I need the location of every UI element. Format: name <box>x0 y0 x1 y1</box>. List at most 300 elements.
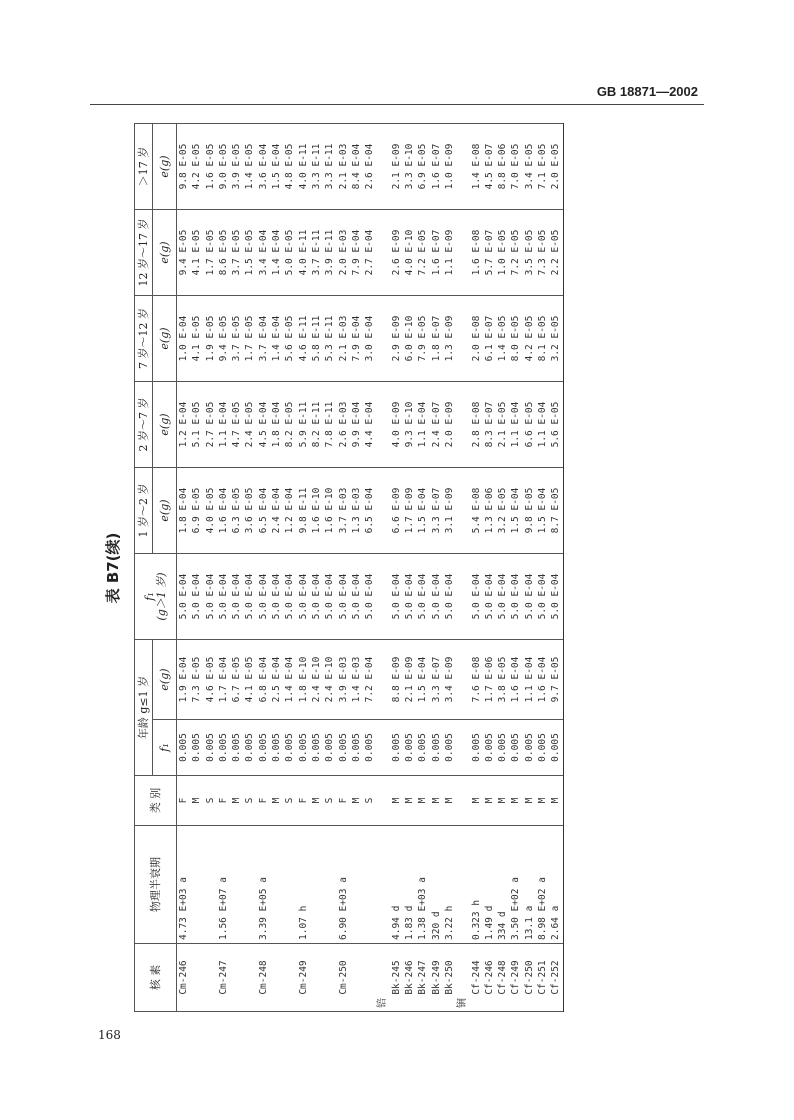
standard-code: GB 18871—2002 <box>596 84 698 99</box>
cell-e-1-2: 1.6 E-10 <box>310 468 323 554</box>
cell-e-7-12: 3.7 E-05 <box>230 296 243 382</box>
header-class: 类 别 <box>135 776 177 826</box>
cell-e-gt17: 3.9 E-05 <box>230 124 243 210</box>
cell-e-2-7: 2.6 E-03 <box>337 382 350 468</box>
cell-e-le1: 7.3 E-05 <box>190 640 203 720</box>
cell-e-le1: 2.4 E-10 <box>310 640 323 720</box>
table-row <box>310 124 323 1012</box>
empty-cell <box>376 124 389 210</box>
cell-e-7-12: 6.0 E-10 <box>403 296 416 382</box>
cell-e-2-7: 1.1 E-04 <box>416 382 429 468</box>
cell-e-2-7: 4.4 E-04 <box>363 382 376 468</box>
cell-class: M <box>230 776 243 826</box>
cell-e-gt17: 4.0 E-11 <box>297 124 310 210</box>
cell-nuclide <box>363 944 376 1012</box>
cell-half-life: 4.73 E+03 a <box>177 826 191 944</box>
cell-e-gt17: 3.3 E-11 <box>323 124 336 210</box>
empty-cell <box>456 468 469 554</box>
cell-e-12-17: 7.3 E-05 <box>536 210 549 296</box>
table-row <box>549 124 563 1012</box>
cell-half-life: 0.323 h <box>470 826 483 944</box>
cell-nuclide: Bk-247 <box>416 944 429 1012</box>
header-age-1-2: 1 岁～2 岁 <box>135 468 153 554</box>
cell-f1: 0.005 <box>323 720 336 776</box>
header-age-12-17: 12 岁～17 岁 <box>135 210 153 296</box>
cell-e-1-2: 3.6 E-05 <box>243 468 256 554</box>
cell-e-1-2: 1.6 E-04 <box>217 468 230 554</box>
cell-e-12-17: 5.7 E-07 <box>483 210 496 296</box>
cell-half-life: 3.39 E+05 a <box>257 826 270 944</box>
cell-e-1-2: 5.4 E-08 <box>470 468 483 554</box>
cell-e-le1: 8.8 E-09 <box>390 640 403 720</box>
cell-nuclide <box>310 944 323 1012</box>
cell-e-le1: 6.8 E-04 <box>257 640 270 720</box>
header-eg-gt17: e(g) <box>153 124 177 210</box>
cell-f1-gt1: 5.0 E-04 <box>483 554 496 640</box>
cell-e-7-12: 5.6 E-05 <box>283 296 296 382</box>
cell-e-2-7: 1.1 E-04 <box>536 382 549 468</box>
cell-half-life <box>363 826 376 944</box>
cell-f1-gt1: 5.0 E-04 <box>416 554 429 640</box>
cell-e-le1: 2.1 E-09 <box>403 640 416 720</box>
cell-e-2-7: 1.2 E-04 <box>177 382 191 468</box>
cell-e-7-12: 3.7 E-04 <box>257 296 270 382</box>
cell-e-7-12: 9.4 E-05 <box>217 296 230 382</box>
cell-e-7-12: 1.7 E-05 <box>243 296 256 382</box>
cell-half-life <box>270 826 283 944</box>
table-title: 表 B7(续) <box>104 532 122 604</box>
cell-class: F <box>257 776 270 826</box>
cell-e-le1: 1.9 E-04 <box>177 640 191 720</box>
cell-e-gt17: 2.0 E-05 <box>549 124 563 210</box>
cell-f1-gt1: 5.0 E-04 <box>470 554 483 640</box>
cell-f1: 0.005 <box>443 720 456 776</box>
header-f1-gt1 <box>135 554 177 640</box>
cell-class: S <box>243 776 256 826</box>
cell-e-2-7: 2.4 E-05 <box>243 382 256 468</box>
cell-e-12-17: 3.5 E-05 <box>523 210 536 296</box>
cell-e-2-7: 2.1 E-05 <box>496 382 509 468</box>
cell-e-1-2: 2.4 E-04 <box>270 468 283 554</box>
cell-class: S <box>283 776 296 826</box>
cell-f1: 0.005 <box>337 720 350 776</box>
header-eg-7-12: e(g) <box>153 296 177 382</box>
page-number: 168 <box>98 1028 121 1042</box>
cell-f1-gt1: 5.0 E-04 <box>243 554 256 640</box>
cell-e-gt17: 1.6 E-05 <box>204 124 217 210</box>
table-row <box>416 124 429 1012</box>
cell-half-life <box>243 826 256 944</box>
cell-e-1-2: 1.3 E-03 <box>350 468 363 554</box>
table-row <box>509 124 522 1012</box>
cell-f1: 0.005 <box>204 720 217 776</box>
cell-e-12-17: 7.2 E-05 <box>509 210 522 296</box>
cell-class: F <box>217 776 230 826</box>
header-eg-1-2: e(g) <box>153 468 177 554</box>
cell-half-life <box>283 826 296 944</box>
cell-f1: 0.005 <box>350 720 363 776</box>
cell-e-2-7: 9.3 E-10 <box>403 382 416 468</box>
cell-e-2-7: 4.0 E-09 <box>390 382 403 468</box>
cell-e-7-12: 5.3 E-11 <box>323 296 336 382</box>
header-eg-12-17: e(g) <box>153 210 177 296</box>
cell-nuclide: Bk-246 <box>403 944 416 1012</box>
cell-e-2-7: 8.2 E-05 <box>283 382 296 468</box>
cell-half-life <box>323 826 336 944</box>
cell-e-2-7: 6.6 E-05 <box>523 382 536 468</box>
cell-e-12-17: 3.7 E-05 <box>230 210 243 296</box>
empty-cell <box>376 554 389 640</box>
cell-class: S <box>323 776 336 826</box>
cell-e-gt17: 3.3 E-10 <box>403 124 416 210</box>
cell-e-12-17: 7.9 E-04 <box>350 210 363 296</box>
cell-e-le1: 3.8 E-05 <box>496 640 509 720</box>
cell-nuclide: Cm-250 <box>337 944 350 1012</box>
cell-e-gt17: 1.6 E-07 <box>430 124 443 210</box>
cell-e-7-12: 4.2 E-05 <box>523 296 536 382</box>
empty-cell <box>456 296 469 382</box>
header-age-7-12: 7 岁～12 岁 <box>135 296 153 382</box>
table-row <box>363 124 376 1012</box>
cell-f1: 0.005 <box>390 720 403 776</box>
cell-e-le1: 9.7 E-05 <box>549 640 563 720</box>
cell-f1: 0.005 <box>270 720 283 776</box>
table-row <box>496 124 509 1012</box>
cell-f1: 0.005 <box>217 720 230 776</box>
cell-nuclide: Cm-248 <box>257 944 270 1012</box>
cell-e-le1: 4.1 E-05 <box>243 640 256 720</box>
cell-class: M <box>523 776 536 826</box>
cell-f1: 0.005 <box>536 720 549 776</box>
cell-f1-gt1: 5.0 E-04 <box>283 554 296 640</box>
cell-e-7-12: 3.0 E-04 <box>363 296 376 382</box>
cell-e-le1: 1.7 E-04 <box>217 640 230 720</box>
cell-f1-gt1: 5.0 E-04 <box>443 554 456 640</box>
header-f1-gt1-symbol: f₁ <box>142 592 156 601</box>
cell-class: M <box>350 776 363 826</box>
cell-nuclide: Bk-245 <box>390 944 403 1012</box>
cell-e-2-7: 1.8 E-04 <box>270 382 283 468</box>
table-row <box>204 124 217 1012</box>
cell-e-1-2: 1.5 E-04 <box>509 468 522 554</box>
cell-f1: 0.005 <box>549 720 563 776</box>
cell-e-gt17: 8.8 E-06 <box>496 124 509 210</box>
cell-nuclide <box>350 944 363 1012</box>
cell-e-le1: 3.9 E-03 <box>337 640 350 720</box>
cell-class: M <box>403 776 416 826</box>
empty-cell <box>376 468 389 554</box>
cell-f1-gt1: 5.0 E-04 <box>177 554 191 640</box>
cell-e-7-12: 2.1 E-03 <box>337 296 350 382</box>
cell-e-le1: 3.3 E-07 <box>430 640 443 720</box>
cell-e-2-7: 8.3 E-07 <box>483 382 496 468</box>
cell-half-life: 4.94 d <box>390 826 403 944</box>
cell-f1: 0.005 <box>257 720 270 776</box>
cell-e-7-12: 1.3 E-09 <box>443 296 456 382</box>
cell-nuclide: Cf-244 <box>470 944 483 1012</box>
cell-e-7-12: 2.0 E-08 <box>470 296 483 382</box>
cell-e-12-17: 4.0 E-10 <box>403 210 416 296</box>
cell-class: M <box>430 776 443 826</box>
cell-f1: 0.005 <box>496 720 509 776</box>
cell-e-1-2: 9.8 E-11 <box>297 468 310 554</box>
cell-f1-gt1: 5.0 E-04 <box>217 554 230 640</box>
cell-e-le1: 2.5 E-04 <box>270 640 283 720</box>
cell-half-life <box>204 826 217 944</box>
cell-e-le1: 1.8 E-10 <box>297 640 310 720</box>
cell-e-le1: 6.7 E-05 <box>230 640 243 720</box>
cell-e-12-17: 2.7 E-04 <box>363 210 376 296</box>
cell-e-7-12: 3.2 E-05 <box>549 296 563 382</box>
cell-nuclide <box>283 944 296 1012</box>
empty-cell <box>376 720 389 776</box>
cell-nuclide: Cf-252 <box>549 944 563 1012</box>
group-row <box>376 124 389 1012</box>
empty-cell <box>376 382 389 468</box>
cell-class: M <box>390 776 403 826</box>
cell-f1: 0.005 <box>190 720 203 776</box>
cell-e-1-2: 3.1 E-09 <box>443 468 456 554</box>
cell-nuclide <box>204 944 217 1012</box>
cell-e-7-12: 1.8 E-07 <box>430 296 443 382</box>
cell-e-12-17: 1.4 E-04 <box>270 210 283 296</box>
cell-e-gt17: 1.0 E-09 <box>443 124 456 210</box>
cell-nuclide: Cf-250 <box>523 944 536 1012</box>
cell-e-7-12: 1.4 E-04 <box>270 296 283 382</box>
cell-half-life <box>350 826 363 944</box>
cell-e-2-7: 4.7 E-05 <box>230 382 243 468</box>
cell-e-le1: 1.4 E-03 <box>350 640 363 720</box>
table-row <box>337 124 350 1012</box>
cell-e-7-12: 5.8 E-11 <box>310 296 323 382</box>
table-row <box>443 124 456 1012</box>
cell-f1-gt1: 5.0 E-04 <box>297 554 310 640</box>
element-group-label: 锫 <box>376 944 389 1012</box>
cell-e-12-17: 2.6 E-09 <box>390 210 403 296</box>
cell-e-le1: 1.5 E-04 <box>416 640 429 720</box>
header-eg-2-7: e(g) <box>153 382 177 468</box>
cell-f1-gt1: 5.0 E-04 <box>350 554 363 640</box>
empty-cell <box>456 124 469 210</box>
cell-nuclide: Bk-249 <box>430 944 443 1012</box>
cell-e-2-7: 1.1 E-04 <box>217 382 230 468</box>
cell-e-gt17: 1.5 E-04 <box>270 124 283 210</box>
cell-e-2-7: 1.1 E-04 <box>509 382 522 468</box>
cell-e-1-2: 4.0 E-05 <box>204 468 217 554</box>
cell-class: M <box>416 776 429 826</box>
cell-e-1-2: 1.5 E-04 <box>416 468 429 554</box>
cell-f1-gt1: 5.0 E-04 <box>363 554 376 640</box>
cell-half-life: 2.64 a <box>549 826 563 944</box>
cell-f1-gt1: 5.0 E-04 <box>323 554 336 640</box>
cell-f1-gt1: 5.0 E-04 <box>270 554 283 640</box>
cell-class: M <box>549 776 563 826</box>
cell-f1-gt1: 5.0 E-04 <box>536 554 549 640</box>
table-row <box>230 124 243 1012</box>
cell-e-2-7: 2.4 E-07 <box>430 382 443 468</box>
cell-f1: 0.005 <box>509 720 522 776</box>
cell-e-1-2: 1.2 E-04 <box>283 468 296 554</box>
cell-f1: 0.005 <box>416 720 429 776</box>
cell-class: M <box>496 776 509 826</box>
cell-f1: 0.005 <box>363 720 376 776</box>
page-header <box>90 84 704 106</box>
cell-half-life: 1.07 h <box>297 826 310 944</box>
cell-e-le1: 1.6 E-04 <box>536 640 549 720</box>
cell-e-gt17: 1.4 E-08 <box>470 124 483 210</box>
header-age-le1: 年龄 g≤1 岁 <box>135 640 153 776</box>
cell-e-7-12: 2.9 E-09 <box>390 296 403 382</box>
cell-e-7-12: 1.9 E-05 <box>204 296 217 382</box>
cell-f1-gt1: 5.0 E-04 <box>230 554 243 640</box>
cell-e-le1: 3.4 E-09 <box>443 640 456 720</box>
empty-cell <box>376 826 389 944</box>
cell-f1: 0.005 <box>243 720 256 776</box>
cell-nuclide: Cf-251 <box>536 944 549 1012</box>
table-row <box>297 124 310 1012</box>
cell-half-life: 334 d <box>496 826 509 944</box>
cell-class: F <box>337 776 350 826</box>
cell-e-12-17: 1.7 E-05 <box>204 210 217 296</box>
rotated-table-content <box>92 112 704 1024</box>
cell-e-12-17: 4.1 E-05 <box>190 210 203 296</box>
header-f1: f₁ <box>153 720 177 776</box>
cell-e-12-17: 4.0 E-11 <box>297 210 310 296</box>
cell-class: S <box>204 776 217 826</box>
cell-half-life: 6.90 E+03 a <box>337 826 350 944</box>
cell-e-gt17: 2.6 E-04 <box>363 124 376 210</box>
cell-e-le1: 1.4 E-04 <box>283 640 296 720</box>
cell-half-life: 1.56 E+07 a <box>217 826 230 944</box>
cell-half-life <box>190 826 203 944</box>
cell-f1-gt1: 5.0 E-04 <box>390 554 403 640</box>
cell-nuclide <box>230 944 243 1012</box>
cell-e-le1: 1.7 E-06 <box>483 640 496 720</box>
cell-e-12-17: 2.2 E-05 <box>549 210 563 296</box>
cell-e-1-2: 1.7 E-09 <box>403 468 416 554</box>
cell-half-life: 3.50 E+02 a <box>509 826 522 944</box>
cell-f1-gt1: 5.0 E-04 <box>257 554 270 640</box>
empty-cell <box>456 210 469 296</box>
cell-e-le1: 1.6 E-04 <box>509 640 522 720</box>
cell-e-2-7: 2.0 E-09 <box>443 382 456 468</box>
cell-e-gt17: 3.6 E-04 <box>257 124 270 210</box>
empty-cell <box>456 640 469 720</box>
cell-e-1-2: 6.3 E-05 <box>230 468 243 554</box>
cell-e-7-12: 7.9 E-04 <box>350 296 363 382</box>
cell-e-1-2: 1.3 E-06 <box>483 468 496 554</box>
cell-class: M <box>310 776 323 826</box>
table-row <box>217 124 230 1012</box>
cell-e-2-7: 2.7 E-05 <box>204 382 217 468</box>
header-age-2-7: 2 岁～7 岁 <box>135 382 153 468</box>
table-row <box>390 124 403 1012</box>
cell-f1: 0.005 <box>483 720 496 776</box>
cell-e-le1: 4.6 E-05 <box>204 640 217 720</box>
cell-f1-gt1: 5.0 E-04 <box>509 554 522 640</box>
cell-e-1-2: 9.8 E-05 <box>523 468 536 554</box>
cell-e-2-7: 2.8 E-08 <box>470 382 483 468</box>
table-row <box>470 124 483 1012</box>
cell-f1-gt1: 5.0 E-04 <box>549 554 563 640</box>
cell-e-1-2: 6.5 E-04 <box>257 468 270 554</box>
cell-e-7-12: 7.9 E-05 <box>416 296 429 382</box>
cell-class: F <box>297 776 310 826</box>
cell-nuclide: Cf-248 <box>496 944 509 1012</box>
cell-e-2-7: 5.1 E-05 <box>190 382 203 468</box>
cell-e-gt17: 3.4 E-05 <box>523 124 536 210</box>
element-group-label: 锎 <box>456 944 469 1012</box>
cell-f1-gt1: 5.0 E-04 <box>430 554 443 640</box>
cell-e-gt17: 4.2 E-05 <box>190 124 203 210</box>
cell-class: M <box>190 776 203 826</box>
cell-e-12-17: 7.2 E-05 <box>416 210 429 296</box>
cell-f1: 0.005 <box>470 720 483 776</box>
cell-e-le1: 2.4 E-10 <box>323 640 336 720</box>
table-body <box>177 124 564 1012</box>
cell-e-7-12: 4.1 E-05 <box>190 296 203 382</box>
cell-nuclide <box>270 944 283 1012</box>
cell-e-1-2: 3.2 E-05 <box>496 468 509 554</box>
cell-e-1-2: 6.9 E-05 <box>190 468 203 554</box>
table-row <box>270 124 283 1012</box>
cell-e-1-2: 3.3 E-07 <box>430 468 443 554</box>
table-row <box>257 124 270 1012</box>
cell-e-1-2: 8.7 E-05 <box>549 468 563 554</box>
empty-cell <box>376 296 389 382</box>
cell-e-gt17: 3.3 E-11 <box>310 124 323 210</box>
cell-half-life: 1.83 d <box>403 826 416 944</box>
cell-e-12-17: 1.1 E-09 <box>443 210 456 296</box>
cell-e-12-17: 1.6 E-08 <box>470 210 483 296</box>
cell-e-le1: 7.6 E-08 <box>470 640 483 720</box>
cell-nuclide: Cm-249 <box>297 944 310 1012</box>
cell-f1-gt1: 5.0 E-04 <box>337 554 350 640</box>
cell-e-12-17: 1.0 E-05 <box>496 210 509 296</box>
dose-coefficient-table <box>134 123 564 1012</box>
table-row <box>283 124 296 1012</box>
cell-f1-gt1: 5.0 E-04 <box>496 554 509 640</box>
cell-e-7-12: 1.0 E-04 <box>177 296 191 382</box>
cell-e-12-17: 3.7 E-11 <box>310 210 323 296</box>
cell-e-gt17: 2.1 E-09 <box>390 124 403 210</box>
cell-half-life: 1.49 d <box>483 826 496 944</box>
header-half-life: 物理半衰期 <box>135 826 177 944</box>
cell-f1-gt1: 5.0 E-04 <box>403 554 416 640</box>
cell-half-life: 1.38 E+03 a <box>416 826 429 944</box>
cell-e-1-2: 3.7 E-03 <box>337 468 350 554</box>
cell-f1: 0.005 <box>310 720 323 776</box>
cell-nuclide <box>323 944 336 1012</box>
cell-nuclide <box>243 944 256 1012</box>
cell-f1-gt1: 5.0 E-04 <box>523 554 536 640</box>
header-nuclide: 核 素 <box>135 944 177 1012</box>
cell-e-2-7: 7.8 E-11 <box>323 382 336 468</box>
cell-e-2-7: 8.2 E-11 <box>310 382 323 468</box>
cell-e-7-12: 1.4 E-05 <box>496 296 509 382</box>
table-row <box>403 124 416 1012</box>
cell-e-le1: 7.2 E-04 <box>363 640 376 720</box>
cell-e-7-12: 4.6 E-11 <box>297 296 310 382</box>
cell-e-7-12: 8.0 E-05 <box>509 296 522 382</box>
cell-e-7-12: 6.1 E-07 <box>483 296 496 382</box>
cell-f1-gt1: 5.0 E-04 <box>310 554 323 640</box>
cell-half-life: 3.22 h <box>443 826 456 944</box>
cell-e-2-7: 4.5 E-04 <box>257 382 270 468</box>
cell-e-gt17: 9.0 E-05 <box>217 124 230 210</box>
cell-e-gt17: 2.1 E-03 <box>337 124 350 210</box>
cell-class: M <box>509 776 522 826</box>
